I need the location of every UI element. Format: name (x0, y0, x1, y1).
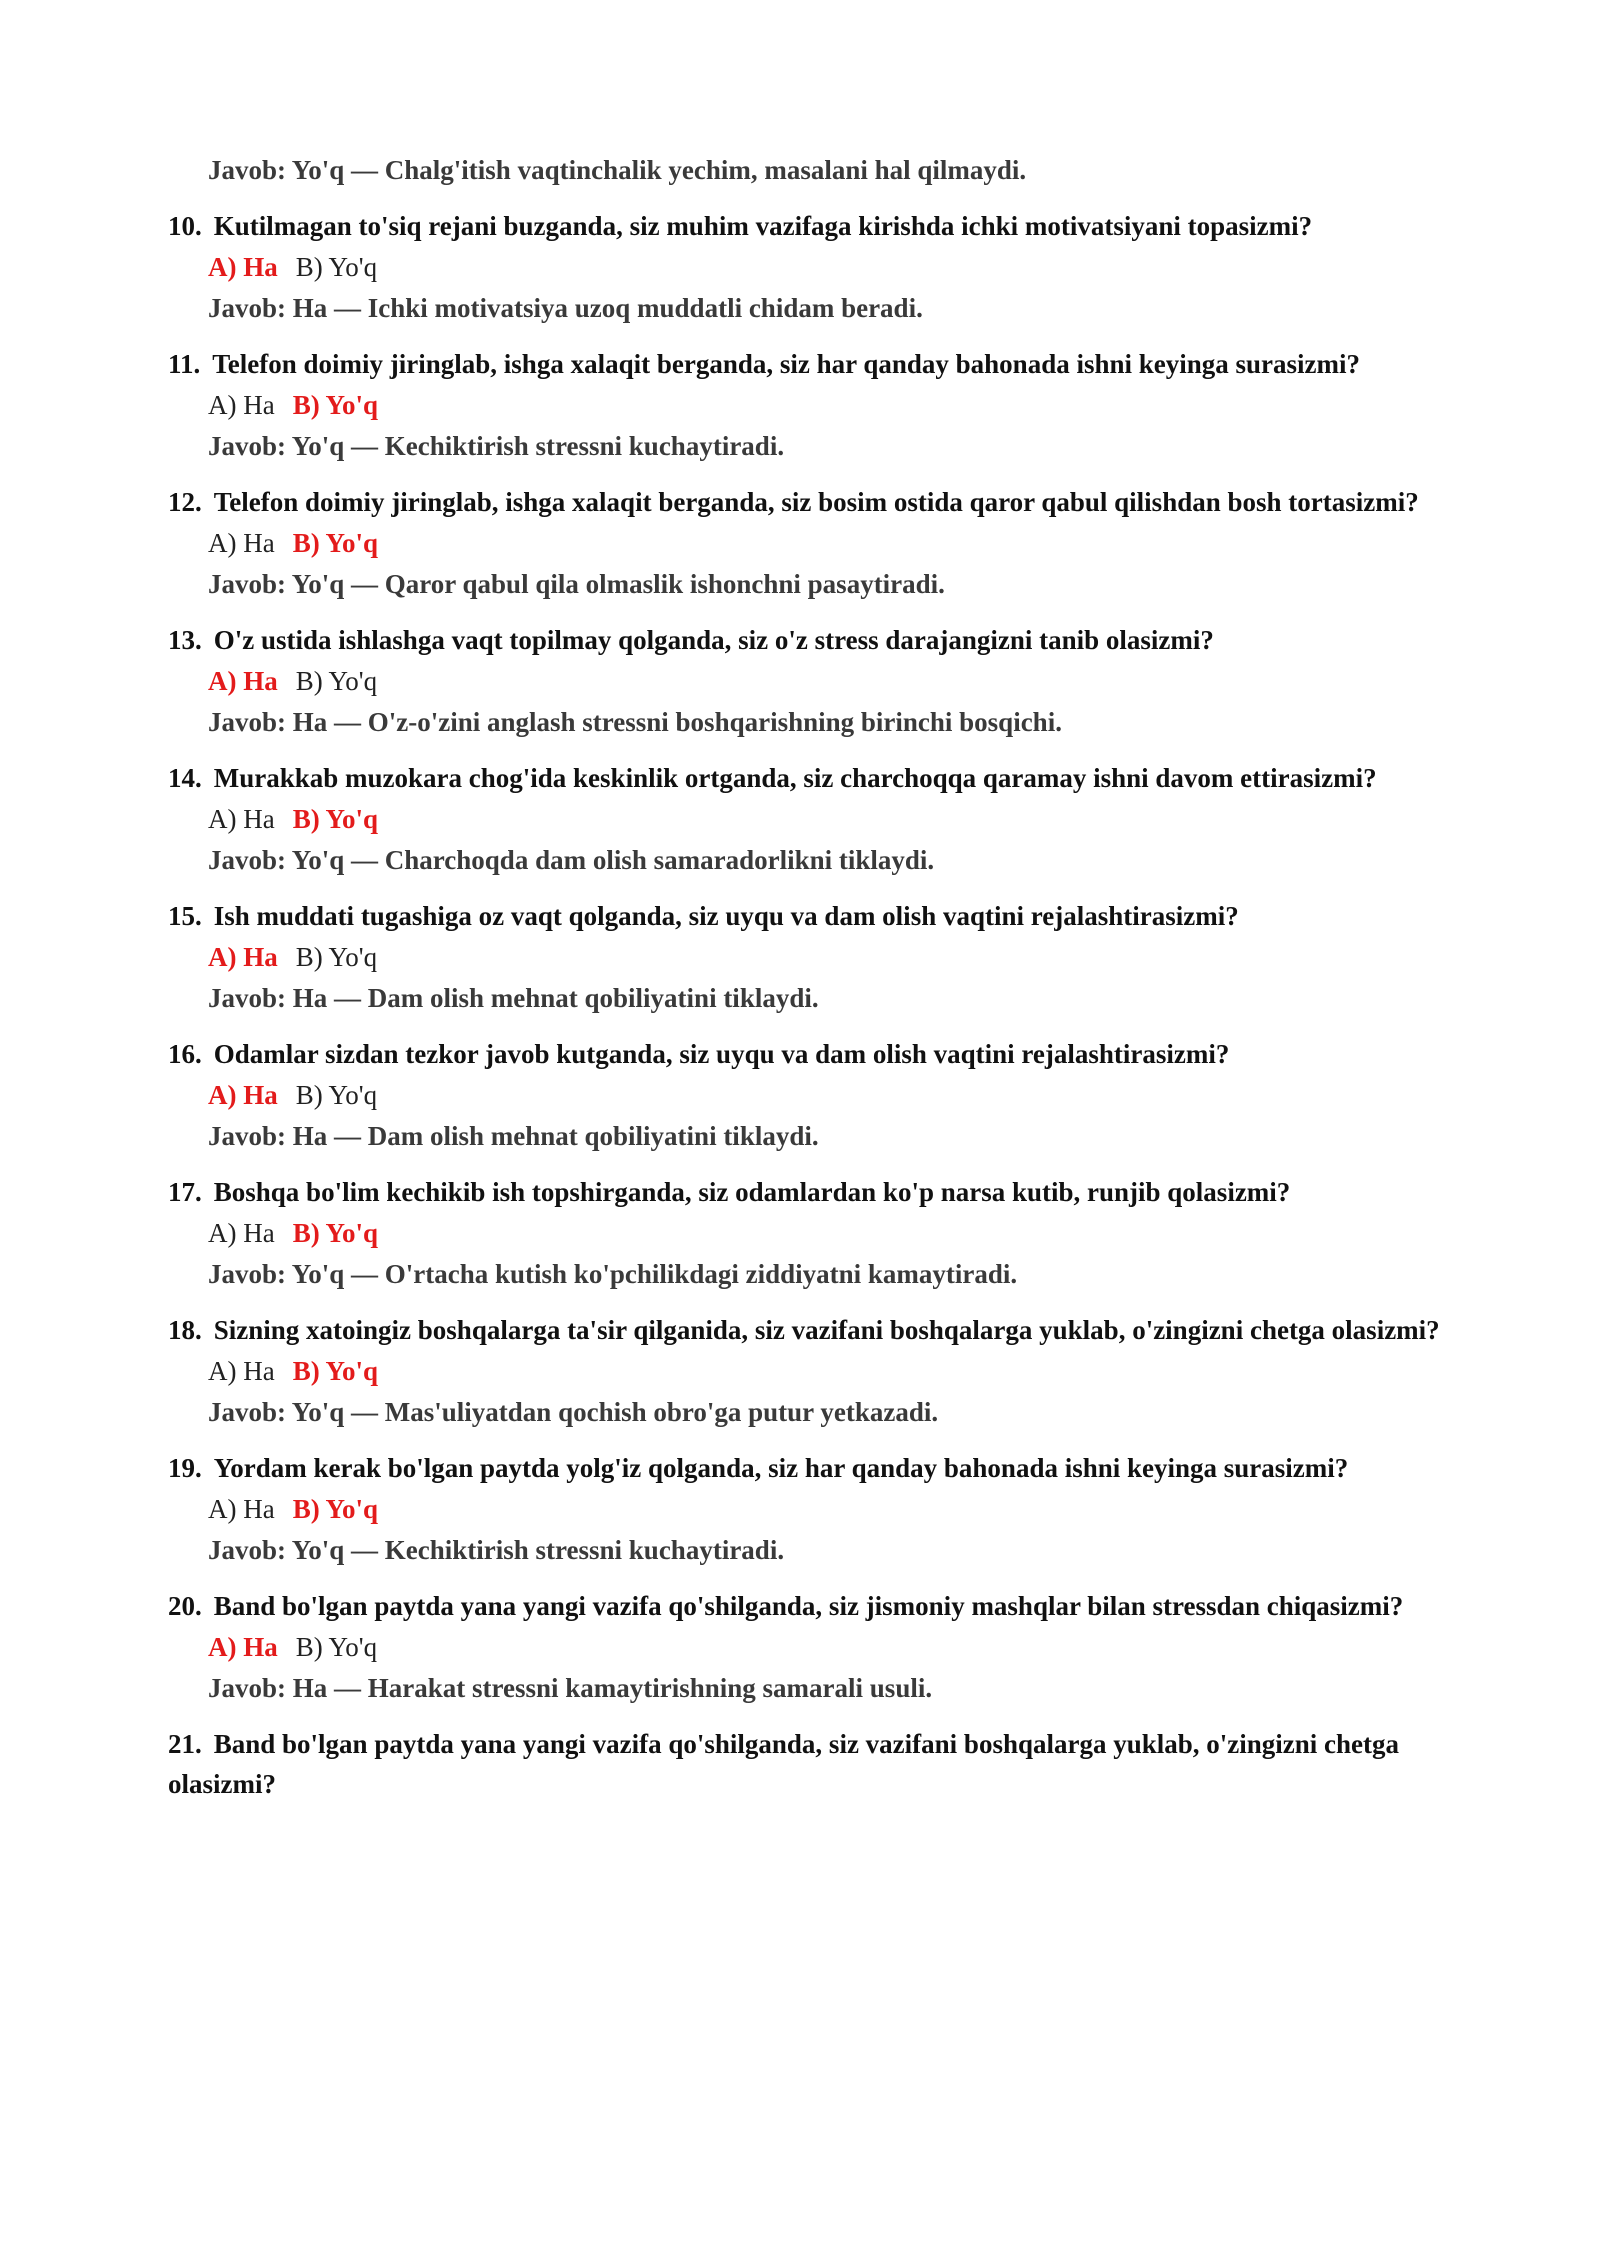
option-b[interactable]: B) Yo'q (295, 1080, 378, 1110)
option-b[interactable]: B) Yo'q (295, 1632, 378, 1662)
answer-options (208, 384, 1458, 426)
question-text (168, 482, 1458, 522)
answer-line: Javob: Ha — Dam olish mehnat qobiliyatini tiklaydi. (208, 983, 819, 1013)
question-label: Odamlar sizdan tezkor javob kutganda, siz uyqu va dam olish vaqtini rejalashtirasizmi? (213, 1039, 1230, 1069)
answer-options (208, 936, 1458, 978)
answer-options (208, 246, 1458, 288)
question-number: 21. (168, 1729, 202, 1759)
answer-options (208, 1488, 1458, 1530)
option-a[interactable]: A) Ha (208, 252, 278, 282)
question-item (168, 758, 1458, 880)
question-item (168, 1310, 1458, 1432)
question-list (168, 206, 1458, 1804)
question-item (168, 1448, 1458, 1570)
question-text (168, 1034, 1458, 1074)
answer-options (208, 798, 1458, 840)
question-item (168, 896, 1458, 1018)
option-a[interactable]: A) Ha (208, 804, 275, 834)
answer-line: Javob: Yo'q — Kechiktirish stressni kuchaytiradi. (208, 431, 785, 461)
question-text (168, 1310, 1458, 1350)
question-label: O'z ustida ishlashga vaqt topilmay qolganda, siz o'z stress darajangizni tanib olasizmi? (213, 625, 1214, 655)
question-text (168, 896, 1458, 936)
answer-options (208, 1212, 1458, 1254)
question-label: Ish muddati tugashiga oz vaqt qolganda, siz uyqu va dam olish vaqtini rejalashtirasizmi? (213, 901, 1239, 931)
answer-options (208, 660, 1458, 702)
option-b[interactable]: B) Yo'q (292, 1494, 379, 1524)
question-number: 17. (168, 1177, 202, 1207)
question-number: 12. (168, 487, 202, 517)
question-label: Murakkab muzokara chog'ida keskinlik ortganda, siz charchoqqa qaramay ishni davom ettirasizmi? (213, 763, 1377, 793)
question-label: Sizning xatoingiz boshqalarga ta'sir qilganida, siz vazifani boshqalarga yuklab, o'zingizni chetga olasizmi? (213, 1315, 1440, 1345)
option-a[interactable]: A) Ha (208, 1494, 275, 1524)
answer-line: Javob: Ha — O'z-o'zini anglash stressni boshqarishning birinchi bosqichi. (208, 707, 1062, 737)
question-number: 20. (168, 1591, 202, 1621)
option-a[interactable]: A) Ha (208, 942, 278, 972)
question-text (168, 620, 1458, 660)
question-number: 10. (168, 211, 202, 241)
answer-options (208, 522, 1458, 564)
answer-options (208, 1350, 1458, 1392)
question-text (168, 206, 1458, 246)
option-b[interactable]: B) Yo'q (292, 1218, 379, 1248)
question-number: 11. (168, 349, 201, 379)
answer-line: Javob: Yo'q — Kechiktirish stressni kuchaytiradi. (208, 1535, 785, 1565)
question-label: Band bo'lgan paytda yana yangi vazifa qo'shilganda, siz jismoniy mashqlar bilan stressdan chiqasizmi? (213, 1591, 1404, 1621)
question-item (168, 1586, 1458, 1708)
question-number: 19. (168, 1453, 202, 1483)
answer-line: Javob: Yo'q — Mas'uliyatdan qochish obro'ga putur yetkazadi. (208, 1397, 939, 1427)
option-a[interactable]: A) Ha (208, 390, 275, 420)
option-b[interactable]: B) Yo'q (295, 252, 378, 282)
question-item (168, 344, 1458, 466)
question-text (168, 1172, 1458, 1212)
question-item (168, 1034, 1458, 1156)
question-label: Telefon doimiy jiringlab, ishga xalaqit berganda, siz har qanday bahonada ishni keyinga surasizmi? (212, 349, 1361, 379)
question-number: 15. (168, 901, 202, 931)
answer-line: Javob: Ha — Harakat stressni kamaytirishning samarali usuli. (208, 1673, 933, 1703)
question-number: 16. (168, 1039, 202, 1069)
option-a[interactable]: A) Ha (208, 1080, 278, 1110)
answer-line: Javob: Yo'q — Qaror qabul qila olmaslik ishonchni pasaytiradi. (208, 569, 945, 599)
question-label: Yordam kerak bo'lgan paytda yolg'iz qolganda, siz har qanday bahonada ishni keyinga surasizmi? (213, 1453, 1349, 1483)
option-b[interactable]: B) Yo'q (295, 666, 378, 696)
answer-line: Javob: Yo'q — Charchoqda dam olish samaradorlikni tiklaydi. (208, 845, 935, 875)
question-text (168, 1448, 1458, 1488)
question-label: Boshqa bo'lim kechikib ish topshirganda, siz odamlardan ko'p narsa kutib, runjib qolasizmi? (213, 1177, 1291, 1207)
question-item (168, 206, 1458, 328)
answer-line: Javob: Ha — Dam olish mehnat qobiliyatini tiklaydi. (208, 1121, 819, 1151)
question-text (168, 344, 1458, 384)
option-b[interactable]: B) Yo'q (292, 1356, 379, 1386)
question-text (168, 758, 1458, 798)
question-number: 14. (168, 763, 202, 793)
document-page (168, 150, 1458, 1820)
question-number: 18. (168, 1315, 202, 1345)
answer-line: Javob: Yo'q — O'rtacha kutish ko'pchilikdagi ziddiyatni kamaytiradi. (208, 1259, 1018, 1289)
option-a[interactable]: A) Ha (208, 1632, 278, 1662)
answer-line: Javob: Yo'q — Chalg'itish vaqtinchalik yechim, masalani hal qilmaydi. (208, 155, 1027, 185)
question-number: 13. (168, 625, 202, 655)
question-item (168, 620, 1458, 742)
answer-options (208, 1626, 1458, 1668)
question-text (168, 1724, 1458, 1804)
option-a[interactable]: A) Ha (208, 1356, 275, 1386)
option-b[interactable]: B) Yo'q (292, 390, 379, 420)
question-item (168, 1724, 1458, 1804)
option-b[interactable]: B) Yo'q (292, 804, 379, 834)
option-a[interactable]: A) Ha (208, 528, 275, 558)
answer-line: Javob: Ha — Ichki motivatsiya uzoq muddatli chidam beradi. (208, 293, 923, 323)
option-a[interactable]: A) Ha (208, 666, 278, 696)
question-text (168, 1586, 1458, 1626)
option-b[interactable]: B) Yo'q (295, 942, 378, 972)
question-label: Kutilmagan to'siq rejani buzganda, siz muhim vazifaga kirishda ichki motivatsiyani topasizmi? (213, 211, 1313, 241)
question-item (168, 482, 1458, 604)
option-b[interactable]: B) Yo'q (292, 528, 379, 558)
option-a[interactable]: A) Ha (208, 1218, 275, 1248)
question-label: Telefon doimiy jiringlab, ishga xalaqit berganda, siz bosim ostida qaror qabul qilishdan bosh tortasizmi? (213, 487, 1419, 517)
answer-options (208, 1074, 1458, 1116)
question-item (168, 1172, 1458, 1294)
question-label: Band bo'lgan paytda yana yangi vazifa qo'shilganda, siz vazifani boshqalarga yuklab, o'zingizni chetga olasizmi? (168, 1729, 1399, 1799)
